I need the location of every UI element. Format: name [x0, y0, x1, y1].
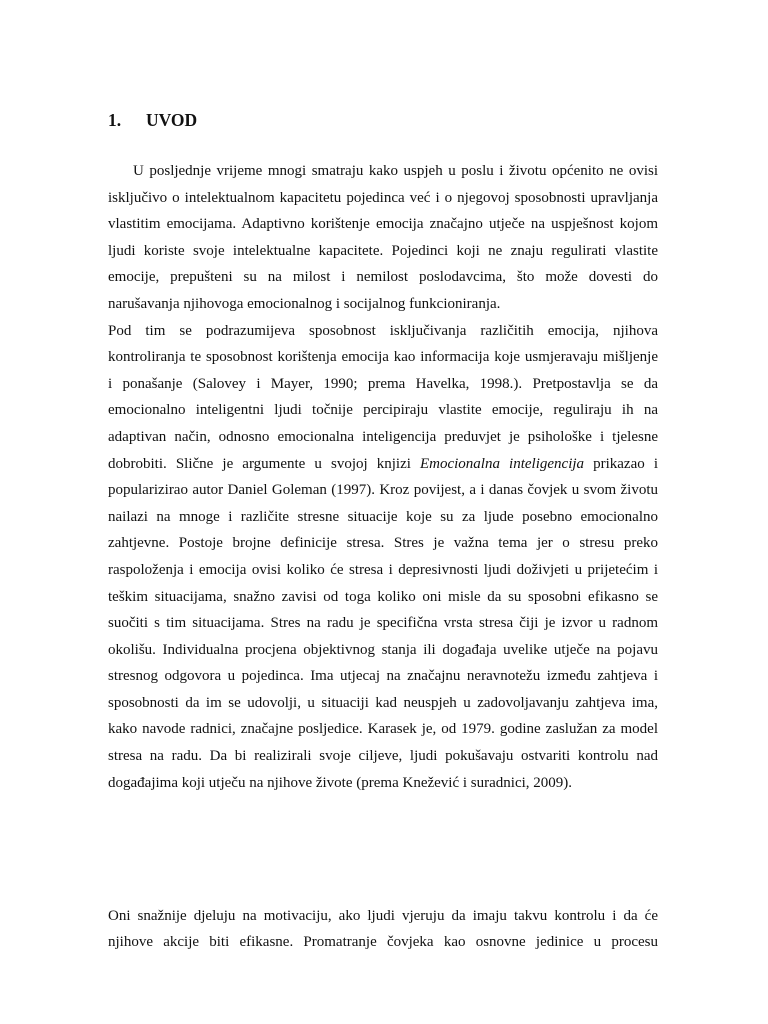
section-heading: [108, 107, 197, 133]
book-title: Emocionalna inteligencija: [419, 455, 585, 472]
text-line: Oni snažnije djeluju na motivaciju, ako ljudi vjeruju da imaju takvu kontrolu i da će: [108, 907, 658, 924]
paragraph-1: [108, 158, 658, 318]
text-line: popularizirao autor Daniel Goleman (1997). Kroz povijest, a i danas čovjek u svom životu: [108, 482, 658, 499]
text-line: nailazi na mnoge i različite stresne situacije koje su za ljude posebno emocionalno: [108, 508, 658, 525]
paragraph-2: [108, 318, 658, 797]
text-line: [108, 451, 658, 478]
text-line: raspoloženja i emocija ovisi koliko će stresa i depresivnosti ljudi doživjeti u prijetećim i: [108, 561, 658, 578]
text-line: okolišu. Individualna procjena objektivnog stanja ili događaja uvelike utječe na pojavu: [108, 641, 658, 658]
text-line: adaptivan način, odnosno emocionalna inteligencija preduvjet je psihološke i tjelesne: [108, 428, 658, 445]
text-segment: dobrobiti. Slične je argumente u svojoj knjizi: [108, 455, 411, 472]
text-line: događajima koji utječu na njihove živote (prema Knežević i suradnici, 2009).: [108, 774, 573, 791]
text-line: vlastitim emocijama. Adaptivno korištenje emocija značajno utječe na uspješnost kojom: [108, 216, 658, 233]
text-line: narušavanja njihovoga emocionalnog i socijalnog funkcioniranja.: [108, 295, 501, 312]
body-text: [108, 158, 658, 956]
text-line: stresa na radu. Da bi realizirali svoje ciljeve, ljudi pokušavaju ostvariti kontrolu nad: [108, 748, 658, 765]
text-line: i ponašanje (Salovey i Mayer, 1990; prema Havelka, 1998.). Pretpostavlja se da: [108, 375, 658, 392]
text-line: kako navode radnici, značajne posljedice. Karasek je, od 1979. godine zaslužan za model: [108, 721, 658, 738]
text-line: ljudi koriste svoje intelektualne kapacitete. Pojedinci koji ne znaju regulirati vlastite: [108, 242, 658, 259]
text-line: kontroliranja te sposobnost korištenja emocija kao informacija koje usmjeravaju mišljenje: [108, 349, 658, 366]
section-title: UVOD: [146, 110, 198, 130]
text-line: emocije, prepušteni su na milost i nemilost poslodavcima, što može dovesti do: [108, 269, 658, 286]
text-line: zahtjevne. Postoje brojne definicije stresa. Stres je važna tema jer o stresu preko: [108, 535, 658, 552]
text-line: isključivo o intelektualnom kapacitetu pojedinca već i o njegovoj sposobnosti upravljanja: [108, 189, 658, 206]
text-line: U posljednje vrijeme mnogi smatraju kako uspjeh u poslu i životu općenito ne ovisi: [133, 163, 658, 179]
section-number: 1.: [108, 110, 122, 130]
text-line: emocionalno inteligentni ljudi točnije percipiraju vlastite emocije, reguliraju ih na: [108, 402, 658, 419]
text-line: stresnog odgovora u pojedinca. Ima utjecaj na značajnu neravnotežu između zahtjeva i: [108, 668, 658, 685]
text-line: njihove akcije biti efikasne. Promatranje čovjeka kao osnovne jedinice u procesu: [108, 934, 658, 951]
text-line: Pod tim se podrazumijeva sposobnost isključivanja različitih emocija, njihova: [108, 322, 658, 339]
text-line: teškim situacijama, snažno zavisi od toga koliko oni misle da su sposobni efikasno se: [108, 588, 658, 605]
blank-space: [108, 796, 658, 902]
text-line: sposobnosti da im se udovolji, u situaciji kad neuspjeh u zadovoljavanju zahtjeva ima,: [108, 694, 658, 711]
paragraph-3: [108, 903, 658, 956]
text-line: suočiti s tim situacijama. Stres na radu je specifična vrsta stresa čiji je izvor u radnom: [108, 615, 658, 632]
text-segment: prikazao i: [593, 455, 658, 472]
